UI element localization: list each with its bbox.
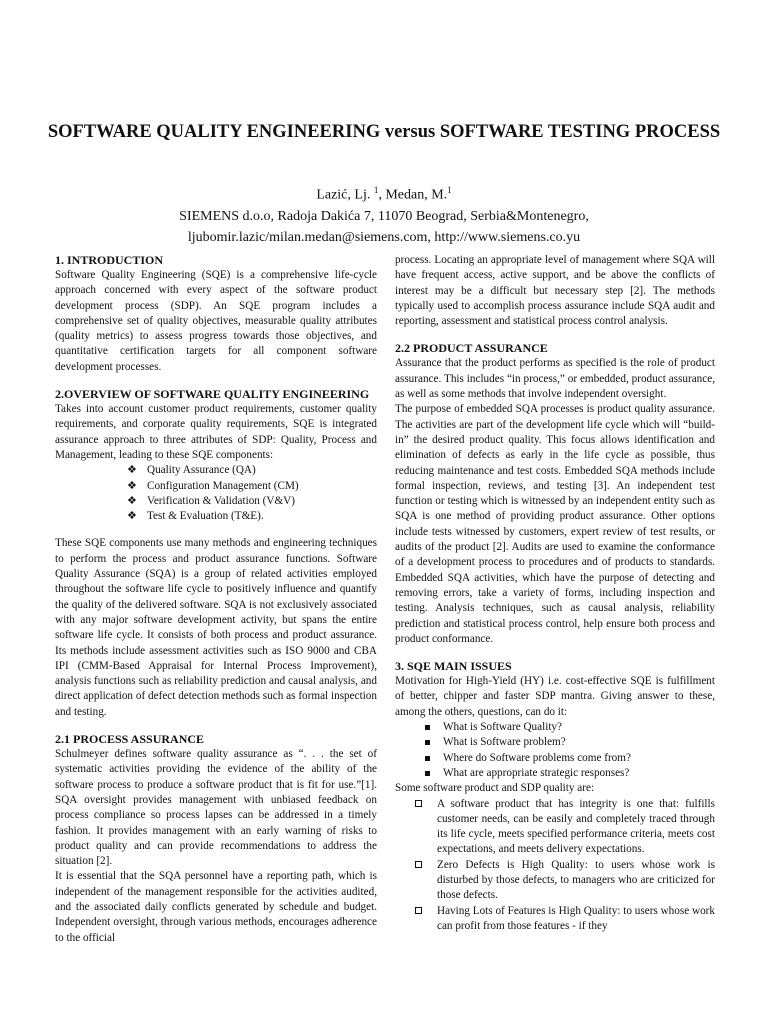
section-heading-overview: 2.OVERVIEW OF SOFTWARE QUALITY ENGINEERING [55, 387, 370, 402]
checkbox-bullet-icon [415, 800, 422, 807]
square-bullet-icon [425, 756, 430, 761]
author-1-affiliation-mark: 1 [373, 185, 379, 195]
paragraph: Takes into account customer product requirements, customer quality requirements, and corporate quality requirements, SQE is integrated assurance approach to three attributes of SDP: Quality, Process and Management, leading to these SQE components: [55, 403, 377, 461]
list-item: What is Software problem? [425, 735, 715, 750]
author-1: Lazić, Lj. [316, 187, 371, 203]
left-column [55, 253, 377, 946]
diamond-bullet-icon: ❖ [127, 479, 137, 492]
checkbox-bullet-icon [415, 861, 422, 868]
paragraph: Some software product and SDP quality are: [395, 782, 595, 795]
paragraph: Assurance that the product performs as specified is the role of product assurance. This includes “in process,” or embedded, product assurance, as well as some methods that involve independent oversight. [395, 357, 715, 401]
paragraph: Motivation for High-Yield (HY) i.e. cost-effective SQE is fulfillment of better, chipper and faster SDP mantra. Giving answer to these, among the others, questions, can do it: [395, 675, 715, 718]
questions-list [395, 720, 715, 781]
list-item: A software product that has integrity is one that: fulfills customer needs, can be easily and completely traced through its life cycle, meets specified performance criteria, meets cost expectations, and meets delivery expectations. [415, 797, 715, 858]
list-item: Having Lots of Features is High Quality: to users whose work can profit from those features - if they [415, 904, 715, 935]
author-names [40, 180, 728, 206]
list-item: ❖ Test & Evaluation (T&E). [127, 509, 377, 524]
section-heading-process-assurance: 2.1 PROCESS ASSURANCE [55, 732, 205, 747]
paragraph: The purpose of embedded SQA processes is product quality assurance. The activities are part of the development life cycle which will “build-in” the desired product quality. This focus allows identification and elimination of defects as early in the life cycle as possible, thus reducing maintenance and test costs. Embedded SQA methods include formal inspection, reviews, and testing [3]. An independent test function or testing which is witnessed by an independent entity such as SQA is one method of providing product assurance. Other options include tests witnessed by customers, expert review of test results, or audits of the product [2]. Audits are used to examine the conformance of a development process to procedures and of products to standards. Embedded SQA activities, which have the purpose of detecting and removing errors, take a variety of forms, including inspection and testing. Analysis techniques, such as causal analysis, reliability prediction and statistical process control, help ensure both process and product conformance. [395, 403, 715, 645]
paragraph: Schulmeyer defines software quality assurance as “. . . the set of systematic activities providing the evidence of the ability of the software process to produce a software product that is fit for use.”[1]. SQA oversight provides management with unbiased feedback on process compliance so process lapses can be addressed in a timely fashion. It provides management with an early warning of risks to product quality and can provide recommendations to address the situation [2]. [55, 748, 377, 868]
list-item: Where do Software problems come from? [425, 751, 715, 766]
quality-definitions-list [395, 797, 715, 935]
section-heading-product-assurance: 2.2 PRODUCT ASSURANCE [395, 341, 548, 356]
paragraph: process. Locating an appropriate level of management where SQA will have frequent access, active support, and be above the conflicts of interest may be a difficult but necessary step [2]. The methods typically used to accomplish process assurance include SQA audit and reporting, assessment and statistical process control analysis. [395, 254, 715, 328]
paragraph: These SQE components use many methods and engineering techniques to perform the process and product assurance functions. Software Quality Assurance (SQA) is a group of related activities employed throughout the software life cycle to positively influence and quantify the quality of the delivered software. SQA is not exclusively associated with any major software development activity, but spans the entire software life cycle. It consists of both process and product assurance. Its methods include assessment activities such as ISO 9000 and CBA IPI (CMM-Based Appraisal for Internal Process Improvement), analysis functions such as reliability prediction and causal analysis, and direct application of defect detection methods such as formal inspection and testing. [55, 537, 377, 718]
checkbox-bullet-icon [415, 907, 422, 914]
list-item: What is Software Quality? [425, 720, 715, 735]
list-item: What are appropriate strategic responses? [425, 766, 715, 781]
paragraph: Software Quality Engineering (SQE) is a comprehensive life-cycle approach concerned with every aspect of the software product development process (SDP). An SQE program includes a comprehensive set of quality objectives, measurable quality attributes (quality metrics) to assess progress towards those objectives, and quantitative certification targets for all component software development processes. [55, 269, 377, 373]
sqe-components-list [55, 463, 377, 524]
diamond-bullet-icon: ❖ [127, 494, 137, 507]
paragraph: It is essential that the SQA personnel have a reporting path, which is independent of the management responsible for the activities audited, and the associated daily conflicts generated by schedule and budget. Independent oversight, through various methods, encourages adherence to the official [55, 870, 377, 944]
contact-line: ljubomir.lazic/milan.medan@siemens.com, http://www.siemens.co.yu [187, 229, 581, 245]
section-heading-introduction: 1. INTRODUCTION [55, 253, 164, 267]
list-item: ❖ Verification & Validation (V&V) [127, 494, 377, 509]
paper-title: SOFTWARE QUALITY ENGINEERING versus SOFTWARE TESTING PROCESS [47, 122, 721, 142]
diamond-bullet-icon: ❖ [127, 464, 137, 477]
author-2: , Medan, M. [378, 187, 448, 203]
list-item: Zero Defects is High Quality: to users whose work is disturbed by those defects, to managers who are criticized for those defects. [415, 858, 715, 904]
author-2-affiliation-mark: 1 [447, 185, 452, 195]
diamond-bullet-icon: ❖ [127, 510, 137, 523]
list-item: ❖ Configuration Management (CM) [127, 479, 377, 494]
right-column [395, 253, 715, 934]
section-heading-main-issues: 3. SQE MAIN ISSUES [395, 659, 512, 674]
list-item: ❖ Quality Assurance (QA) [127, 463, 377, 478]
square-bullet-icon [425, 740, 430, 745]
affiliation: SIEMENS d.o.o, Radoja Dakića 7, 11070 Beograd, Serbia&Montenegro, [179, 208, 589, 224]
square-bullet-icon [425, 725, 430, 730]
square-bullet-icon [425, 771, 430, 776]
author-block [40, 180, 728, 248]
